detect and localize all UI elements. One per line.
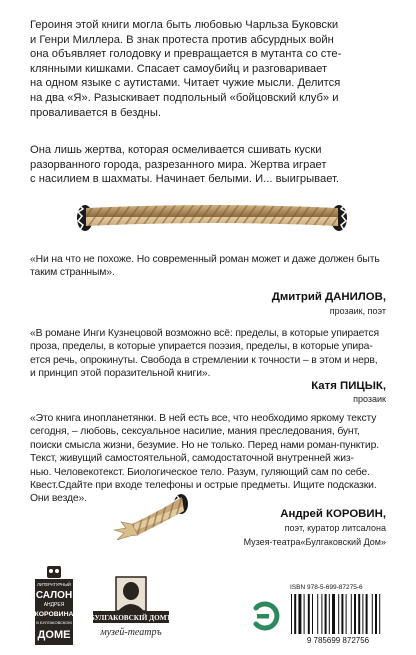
- blurb-paragraph-1: [30, 18, 390, 120]
- quote-line: таким странным».: [30, 267, 115, 279]
- quote-line: Текст, живущий самостоятельной, самодостаточной внутренней жиз-: [30, 453, 354, 465]
- salon-line: ДОМЕ: [37, 629, 71, 641]
- barcode-bar: [308, 594, 310, 634]
- quote-author: Катя ПИЦЫК,: [311, 380, 386, 392]
- barcode-bar: [354, 594, 356, 634]
- quote-line: ется речь, опрокинуты. Свобода в стремлении к точности – в этом и нерв,: [30, 354, 378, 366]
- quote-author-role-museum: Музея-театра«Булгаковский Дом»: [243, 537, 386, 547]
- salon-line: В БУЛГАКОВСКОМ: [36, 620, 72, 625]
- quote-author-role: прозаик, поэт: [329, 306, 386, 316]
- quote-line: «В романе Инги Кузнецовой возможно всё: пределы, в которые упирается: [30, 328, 379, 339]
- eksmo-logo: [250, 598, 280, 634]
- barcode-bar: [351, 594, 352, 634]
- salon-line: САЛОН: [35, 590, 73, 601]
- salon-line: ЛИТЕРАТУРНЫЙ: [37, 582, 71, 587]
- quote-author-role: поэт, куратор литсалона: [284, 523, 386, 533]
- barcode-bar: [332, 594, 335, 634]
- quote-line: Они везде».: [30, 493, 87, 505]
- barcode-bar: [358, 594, 360, 634]
- blurb-line: и Генри Миллера. В знак протеста против абсурдных войн: [30, 33, 334, 46]
- blurb-line: Героиня этой книги могла быть любовью Чарльза Буковски: [30, 19, 339, 31]
- barcode-bar: [379, 594, 380, 634]
- barcode-bar: [366, 594, 368, 634]
- quote-line: сегодня, – любовь, сексуальное насилие, мания преследования, бунт,: [30, 426, 360, 438]
- rope-icon: [0, 197, 416, 237]
- barcode-bar: [362, 594, 363, 634]
- quote-line: проза, пределы, в которые упирается поэзия, пределы, в которые упира-: [30, 341, 373, 353]
- barcode-bar: [325, 594, 327, 634]
- barcode-bar: [338, 594, 339, 634]
- quote-line: Квест.Сдайте при входе телефоны и острые предметы. Ищите подсказки.: [30, 480, 377, 492]
- barcode-bar: [317, 594, 318, 634]
- barcode-bar: [321, 594, 322, 634]
- salon-logo-icon: [33, 566, 75, 646]
- salon-line: КОРОВИНА: [34, 611, 74, 618]
- quote-line: нью. Человекотекст. Биологическое тело. Разум, гуляющий сам по себе.: [30, 466, 370, 478]
- quote-line: и принцип этой поразительной книги».: [30, 368, 211, 380]
- quote-author-role: прозаик: [353, 394, 386, 404]
- quote-line: «Это книга инопланетянки. В ней есть все, что необходимо яркому тексту: [30, 413, 377, 424]
- bulgakov-house-logo: [92, 575, 170, 643]
- isbn-text: ISBN 978-5-699-87275-6: [290, 584, 363, 591]
- quote-author: Дмитрий ДАНИЛОВ,: [271, 291, 386, 303]
- salon-line: АНДРЕЯ: [43, 602, 65, 608]
- barcode-bar: [341, 594, 343, 634]
- blurb-line: она объявляет голодовку и превращается в мутанта со сте-: [30, 48, 342, 61]
- barcode-bar: [329, 594, 330, 634]
- barcode-bar: [346, 594, 347, 634]
- blurb-line: клянными кишками. Спасает самоубийц и разговаривает: [30, 62, 328, 75]
- barcode-bar: [298, 594, 301, 634]
- barcode-bar: [372, 594, 373, 634]
- bulgakov-logo-title: БУЛГАКОВСКIЙ ДОМЪ: [92, 614, 170, 622]
- barcode-bar: [294, 594, 296, 634]
- quote-line: «Ни на что не похоже. Но современный роман может и даже должен быть: [30, 254, 380, 265]
- bulgakov-logo-icon: [92, 575, 170, 643]
- quote-pitsyk: [30, 327, 386, 381]
- blurb-paragraph-2: [30, 143, 390, 187]
- barcode-bar: [304, 594, 305, 634]
- blurb-line: проваливается в бездны.: [30, 106, 162, 119]
- blurb-line: разорванного города, разрезанного мира. Жертва играет: [30, 158, 327, 171]
- quote-danilov: [30, 253, 386, 280]
- blurb-line: Она лишь жертва, которая осмеливается сшивать куски: [30, 144, 322, 156]
- barcode: [287, 592, 390, 644]
- barcode-bar: [375, 594, 377, 634]
- eksmo-logo-icon: [250, 598, 280, 634]
- barcode-digits: 9 785699 872756: [306, 636, 370, 644]
- blurb-line: с насилием в шахматы. Начинает белыми. И... выигрывает.: [30, 173, 340, 186]
- quote-line: поиски смысла жизни, безумие. Но не только. Перед нами роман-пунктир.: [30, 439, 379, 451]
- quote-author: Андрей КОРОВИН,: [280, 508, 386, 520]
- blurb-line: на два «Я». Разыскивает подпольный «бойцовский клуб» и: [30, 91, 339, 104]
- barcode-bar: [312, 594, 313, 634]
- barcode-icon: [287, 592, 390, 644]
- barcode-bar: [291, 594, 292, 634]
- literary-salon-logo: [33, 566, 75, 646]
- bulgakov-logo-subtitle: музей-театръ: [100, 627, 162, 638]
- rope-illustration-top: [0, 197, 416, 237]
- blurb-line: на одном языке с аутистами. Читает чужие мысли. Делится: [30, 77, 341, 90]
